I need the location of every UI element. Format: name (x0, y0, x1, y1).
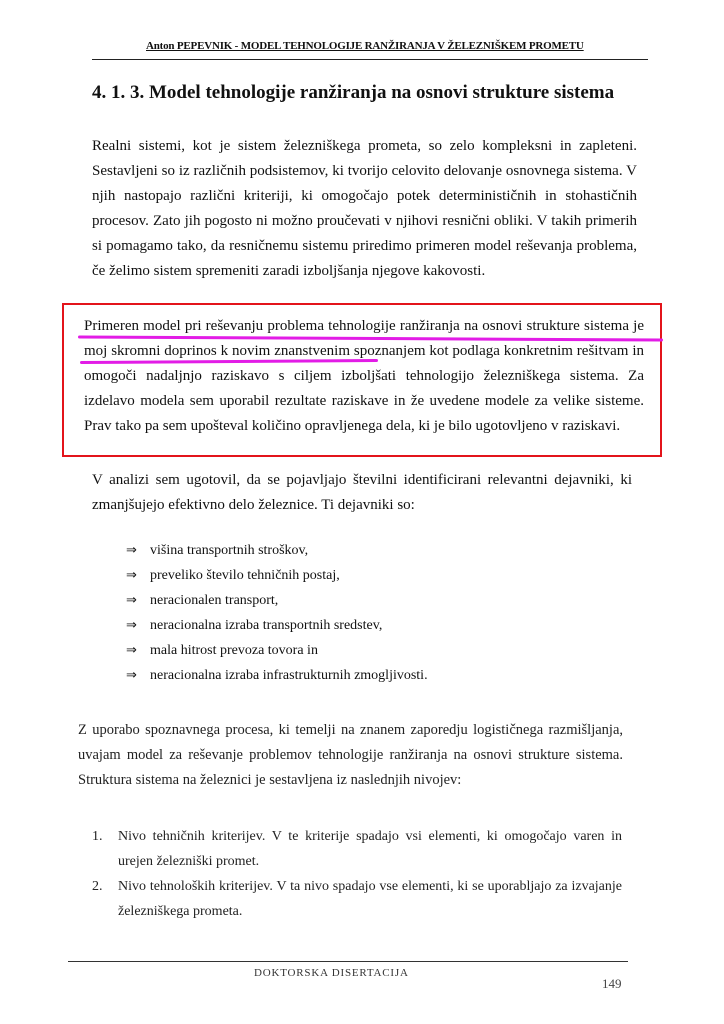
paragraph-highlighted: Primeren model pri reševanju problema tehnologije ranžiranja na osnovi strukture sistema je moj skromni doprinos k novim znanstvenim spoznanjem kot podlaga konkretnim rešitvam in omogoči nadaljnjo raziskavo s ciljem izboljšati tehnologijo železniškega sistema. Za izdelavo modela sem uporabil rezultate raziskave in že uvedene modele za velike sisteme. Prav tako pa sem upošteval količino opravljenega dela, ki je bilo ugotovljeno v raziskavi. (84, 318, 644, 434)
header-rule (92, 59, 648, 60)
running-title: Anton PEPEVNIK - MODEL TEHNOLOGIJE RANŽIRANJA V ŽELEZNIŠKEM PROMETU (146, 40, 584, 52)
double-right-arrow-icon: ⇒ (126, 543, 137, 558)
numbered-item (92, 824, 622, 874)
item-text: Nivo tehničnih kriterijev. V te kriterije spadajo vsi elementi, ki omogočajo varen in urejen železniški promet. (118, 829, 622, 869)
item-number: 1. (92, 829, 103, 844)
list-item-text: mala hitrost prevoza tovora in (150, 643, 318, 658)
list-item (126, 538, 428, 563)
factors-list (126, 538, 428, 688)
list-item-text: neracionalna izraba transportnih sredstev, (150, 618, 383, 633)
list-item (126, 663, 428, 688)
item-text: Nivo tehnoloških kriterijev. V ta nivo spadajo vse elementi, ki se uporabljajo za izvajanje železniškega prometa. (118, 879, 622, 919)
footer-rule (68, 961, 628, 962)
list-item-text: neracionalen transport, (150, 593, 279, 608)
list-item (126, 588, 428, 613)
item-number: 2. (92, 879, 103, 894)
paragraph-analysis: V analizi sem ugotovil, da se pojavljajo številni identificirani relevantni dejavniki, ki zmanjšujejo efektivno delo železnice. Ti dejavniki so: (92, 472, 632, 513)
list-item-text: preveliko število tehničnih postaj, (150, 568, 340, 583)
double-right-arrow-icon: ⇒ (126, 593, 137, 608)
footer-label: DOKTORSKA DISERTACIJA (254, 967, 409, 979)
double-right-arrow-icon: ⇒ (126, 568, 137, 583)
list-item-text: neracionalna izraba infrastrukturnih zmogljivosti. (150, 668, 428, 683)
double-right-arrow-icon: ⇒ (126, 668, 137, 683)
double-right-arrow-icon: ⇒ (126, 643, 137, 658)
paragraph-process: Z uporabo spoznavnega procesa, ki temelji na znanem zaporedju logističnega razmišljanja, uvajam model za reševanje problemov tehnologije ranžiranja na osnovi strukture sistema. Struktura sistema na železnici je sestavljena iz naslednjih nivojev: (78, 722, 623, 788)
list-item (126, 638, 428, 663)
list-item-text: višina transportnih stroškov, (150, 543, 309, 558)
levels-list (92, 824, 622, 924)
section-title: 4. 1. 3. Model tehnologije ranžiranja na osnovi strukture sistema (92, 82, 615, 103)
double-right-arrow-icon: ⇒ (126, 618, 137, 633)
paragraph-intro: Realni sistemi, kot je sistem železniškega prometa, so zelo kompleksni in zapleteni. Sestavljeni so iz različnih podsistemov, ki tvorijo celovito delovanje osnovnega sistema. V njih nastopajo različni kriteriji, ki omogočajo potek determinističnih in stohastičnih procesov. Zato jih pogosto ni možno proučevati v njihovi resnični obliki. V takih primerih si pomagamo tako, da resničnemu sistemu priredimo primeren model reševanja problema, če želimo sistem spremeniti zaradi izboljšanja njegove kakovosti. (92, 138, 637, 279)
numbered-item (92, 874, 622, 924)
running-header (92, 38, 648, 60)
list-item (126, 613, 428, 638)
list-item (126, 563, 428, 588)
page-number: 149 (602, 976, 622, 991)
